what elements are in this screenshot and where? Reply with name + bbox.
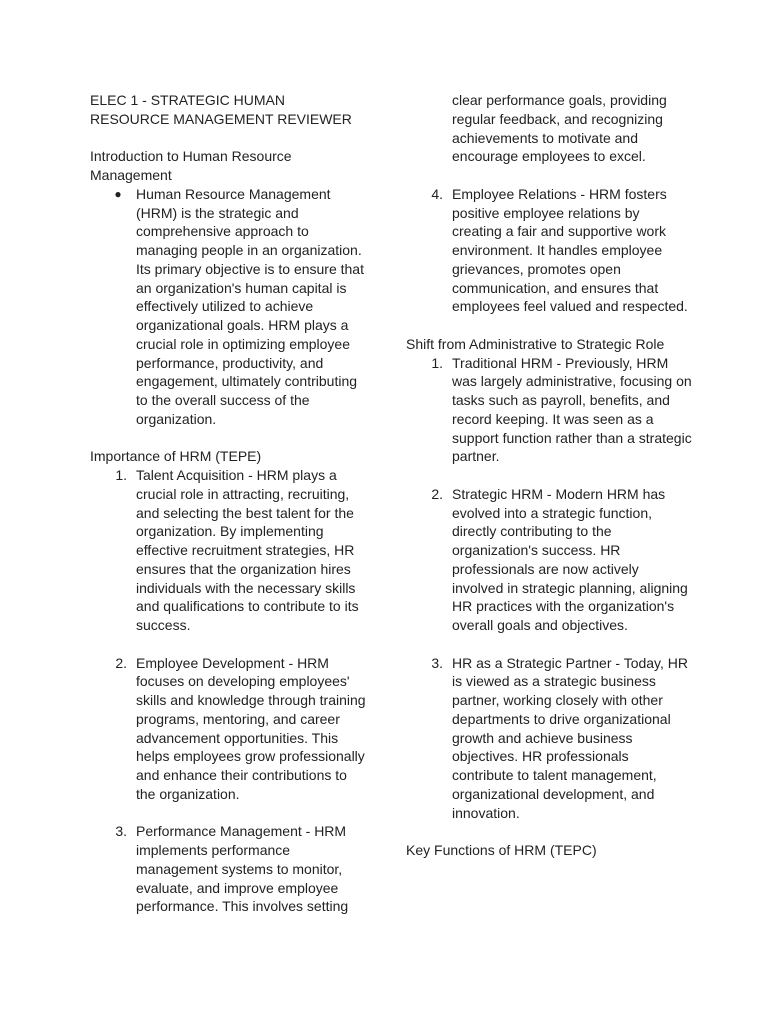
list-number: 4. <box>431 185 443 202</box>
shift-item-text: Strategic HRM - Modern HRM has evolved into a strategic function, directly contributing to the organization's success. HR professionals are now actively involved in strategic planning, aligning HR practices with the organization's overall goals and objectives. <box>452 485 688 633</box>
document-title-line1: ELEC 1 - STRATEGIC HUMAN <box>90 92 285 108</box>
shift-item-text: HR as a Strategic Partner - Today, HR is viewed as a strategic business partner, working closely with other departments to drive organizational growth and achieve business objectives. HR professionals contribute to talent management, organizational development, and innovation. <box>452 654 689 821</box>
list-number: 2. <box>431 485 443 502</box>
continued-text: clear performance goals, providing regular feedback, and recognizing achievements to motivate and encourage employees to excel. <box>452 92 667 165</box>
document-title-line2: RESOURCE MANAGEMENT REVIEWER <box>90 110 352 127</box>
importance-item-4 <box>406 185 692 316</box>
intro-bullet-text: Human Resource Management (HRM) is the strategic and comprehensive approach to managing people in an organization. Its primary objective is to ensure that an organization's human capital is effectively utilized to achieve organizational goals. HRM plays a crucial role in optimizing employee performance, productivity, and engagement, ultimately contributing to the overall success of the organization. <box>136 185 364 427</box>
importance-item-1 <box>90 466 370 635</box>
importance-item-text: Employee Relations - HRM fosters positive employee relations by creating a fair and supportive work environment. It handles employee grievances, promotes open communication, and ensures that employees feel valued and respected. <box>452 185 688 315</box>
key-functions-heading: Key Functions of HRM (TEPC) <box>406 842 597 858</box>
shift-item-2 <box>406 485 692 635</box>
list-number: 3. <box>115 823 127 840</box>
bullet-icon: ● <box>114 186 122 201</box>
list-number: 2. <box>115 654 127 671</box>
list-number: 1. <box>431 354 443 371</box>
importance-heading: Importance of HRM (TEPE) <box>90 448 262 465</box>
intro-bullet-item <box>90 185 370 429</box>
importance-item-2 <box>90 654 370 804</box>
shift-item-1 <box>406 354 692 467</box>
importance-item-text: Talent Acquisition - HRM plays a crucial role in attracting, recruiting, and selecting the best talent for the organization. By implementing effective recruitment strategies, HR ensures that the organization hires individuals with the necessary skills and qualifications to contribute to its success. <box>136 467 359 633</box>
shift-heading: Shift from Administrative to Strategic Role <box>406 335 665 352</box>
shift-item-text: Traditional HRM - Previously, HRM was largely administrative, focusing on tasks such as payroll, benefits, and record keeping. It was seen as a support function rather than a strategic partner. <box>452 354 692 465</box>
importance-item-text: Employee Development - HRM focuses on developing employees' skills and knowledge through training programs, mentoring, and career advancement opportunities. This helps employees grow professionally and enhance their contributions to the organization. <box>136 654 366 802</box>
importance-item-text: Performance Management - HRM implements performance management systems to monitor, evaluate, and improve employee performance. This involves setting <box>136 823 349 915</box>
left-column <box>90 91 370 916</box>
list-number: 3. <box>431 654 443 671</box>
intro-heading: Introduction to Human Resource Management <box>90 148 292 183</box>
right-column <box>406 91 692 860</box>
shift-item-3 <box>406 654 692 823</box>
list-number: 1. <box>115 467 127 483</box>
importance-item-3 <box>90 822 370 916</box>
